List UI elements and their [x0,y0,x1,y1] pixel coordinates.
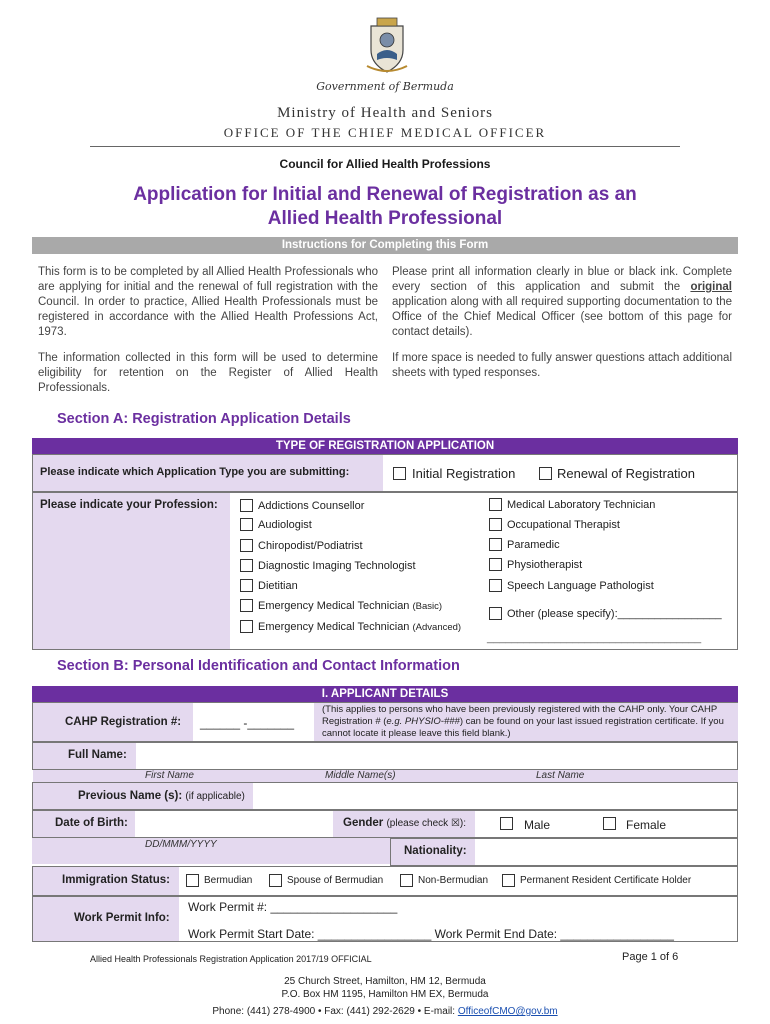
footer-doc-name: Allied Health Professionals Registration Application 2017/19 OFFICIAL [90,954,372,964]
emt-basic-checkbox[interactable] [240,599,253,612]
instructions-paragraph-1: This form is to be completed by all Allied Health Professionals who are applying for initial and the renewal of full registration with the Council. In order to practice, Allied Health Professionals must be registered in accordance with the Allied Health Professions Act, 1973. [38,266,378,338]
nationality-input[interactable] [476,839,737,865]
work-permit-label: Work Permit Info: [74,912,170,924]
spouse-of-bermudian-checkbox[interactable] [269,874,282,887]
cahp-note [322,704,732,740]
occupational-therapist-label: Occupational Therapist [507,519,620,531]
work-permit-dates-field[interactable]: Work Permit Start Date: _________________ Work Permit End Date: _________________ [188,927,674,941]
instructions-p3-pre: Please print all information clearly in blue or black ink. Complete every section of this application and submit the [392,266,732,293]
instructions-paragraph-3 [392,265,732,340]
email-link[interactable]: OfficeofCMO@gov.bm [457,1006,558,1017]
dietitian-label: Dietitian [258,580,298,592]
application-type-label: Please indicate which Application Type you are submitting: [40,466,350,478]
med-lab-tech-label: Medical Laboratory Technician [507,499,656,511]
applicant-details-bar: I. APPLICANT DETAILS [32,686,738,702]
emt-basic-name: Emergency Medical Technician [258,600,410,612]
speech-pathologist-label: Speech Language Pathologist [507,580,654,592]
renewal-registration-checkbox[interactable] [539,467,552,480]
government-crest [365,16,409,74]
profession-label: Please indicate your Profession: [40,499,218,511]
government-wordmark: Government of Bermuda [316,80,454,93]
full-name-label: Full Name: [68,749,127,761]
bermudian-checkbox[interactable] [186,874,199,887]
bermudian-label: Bermudian [204,875,253,886]
profession-label-cell [33,493,230,649]
non-bermudian-checkbox[interactable] [400,874,413,887]
header-divider [90,146,680,147]
dob-format-caption: DD/MMM/YYYY [145,839,217,850]
footer-contact-text: Phone: (441) 278-4900 • Fax: (441) 292-2629 • E-mail: [212,1006,456,1017]
prc-holder-label: Permanent Resident Certificate Holder [520,875,692,886]
female-label: Female [626,818,667,832]
middle-name-caption: Middle Name(s) [325,770,396,781]
diagnostic-imaging-checkbox[interactable] [240,559,253,572]
gender-text: Gender [343,817,384,829]
emt-advanced-checkbox[interactable] [240,620,253,633]
instructions-original-emphasis: original [690,281,732,293]
renewal-registration-label: Renewal of Registration [557,466,696,481]
diagnostic-imaging-label: Diagnostic Imaging Technologist [258,560,416,572]
initial-registration-checkbox[interactable] [393,467,406,480]
physiotherapist-label: Physiotherapist [507,559,583,571]
section-b-title: Section B: Personal Identification and Contact Information [57,658,460,674]
cahp-note-pre: (This applies to persons who have been previously registered with the CAHP only. Your CAHP Registration # ( [322,704,717,727]
dietitian-checkbox[interactable] [240,579,253,592]
med-lab-tech-checkbox[interactable] [489,498,502,511]
page-title [0,183,770,231]
instructions-p3-post: application along with all required supporting documentation to the Office of the Chief Medical Officer (see bottom of this page for contact details). [392,296,732,338]
office-name: OFFICE OF THE CHIEF MEDICAL OFFICER [223,125,547,140]
male-checkbox[interactable] [500,817,513,830]
gender-label [343,817,466,829]
chiropodist-checkbox[interactable] [240,539,253,552]
emt-advanced-label [258,621,461,633]
cahp-label: CAHP Registration #: [65,716,182,728]
paramedic-checkbox[interactable] [489,538,502,551]
emt-advanced-name: Emergency Medical Technician [258,621,410,633]
physiotherapist-checkbox[interactable] [489,558,502,571]
paramedic-label: Paramedic [507,539,560,551]
nationality-label: Nationality: [404,845,467,857]
registration-type-bar: TYPE OF REGISTRATION APPLICATION [32,438,738,454]
ministry-name: Ministry of Health and Seniors [277,105,493,121]
spouse-of-bermudian-label: Spouse of Bermudian [287,875,384,886]
footer-address-1: 25 Church Street, Hamilton, HM 12, Bermuda [284,976,486,987]
previous-name-input[interactable] [255,783,737,809]
other-profession-checkbox[interactable] [489,607,502,620]
cahp-note-post: ) can be found on your last issued registration certificate. If you cannot locate it please leave this field blank.) [322,716,724,739]
initial-registration-label: Initial Registration [412,466,516,481]
work-permit-number-field[interactable]: Work Permit #: ___________________ [188,900,398,914]
audiologist-checkbox[interactable] [240,518,253,531]
section-a-title: Section A: Registration Application Details [57,411,351,427]
chiropodist-label: Chiropodist/Podiatrist [258,540,363,552]
emt-basic-note: (Basic) [412,601,443,612]
footer-address-2: P.O. Box HM 1195, Hamilton HM EX, Bermuda [281,989,489,1000]
previous-name-note: (if applicable) [185,791,245,802]
footer-contact [0,1006,770,1017]
immigration-label: Immigration Status: [62,874,170,886]
occupational-therapist-checkbox[interactable] [489,518,502,531]
previous-name-text: Previous Name (s): [78,790,183,802]
audiologist-label: Audiologist [258,519,312,531]
full-name-input[interactable] [137,743,737,769]
speech-pathologist-checkbox[interactable] [489,579,502,592]
female-checkbox[interactable] [603,817,616,830]
addictions-counsellor-checkbox[interactable] [240,499,253,512]
cahp-number-field[interactable]: ______ -_______ [200,716,295,730]
dob-input[interactable] [136,811,332,837]
title-line-2: Allied Health Professional [267,208,503,229]
male-label: Male [524,818,551,832]
other-profession-field[interactable]: Other (please specify):_________________ [507,608,722,620]
prc-holder-checkbox[interactable] [502,874,515,887]
emt-advanced-note: (Advanced) [412,622,462,633]
page-number: Page 1 of 6 [622,951,679,963]
last-name-caption: Last Name [536,770,585,781]
instructions-paragraph-2: The information collected in this form will be used to determine eligibility for retention on the Register of Allied Health Professionals. [38,352,378,394]
cahp-note-example: e.g. PHYSIO-### [386,716,460,727]
dob-label: Date of Birth: [55,817,128,829]
other-profession-line[interactable]: ___________________________________ [487,632,702,644]
instructions-heading: Instructions for Completing this Form [32,237,738,254]
non-bermudian-label: Non-Bermudian [418,875,489,886]
first-name-caption: First Name [145,770,194,781]
addictions-counsellor-label: Addictions Counsellor [258,500,365,512]
previous-name-label [78,790,245,802]
council-name: Council for Allied Health Professions [279,157,491,171]
emt-basic-label [258,600,442,612]
gender-note: (please check ☒): [386,818,467,829]
title-line-1: Application for Initial and Renewal of Registration as an [133,184,637,205]
instructions-paragraph-4: If more space is needed to fully answer questions attach additional sheets with typed responses. [392,352,732,379]
